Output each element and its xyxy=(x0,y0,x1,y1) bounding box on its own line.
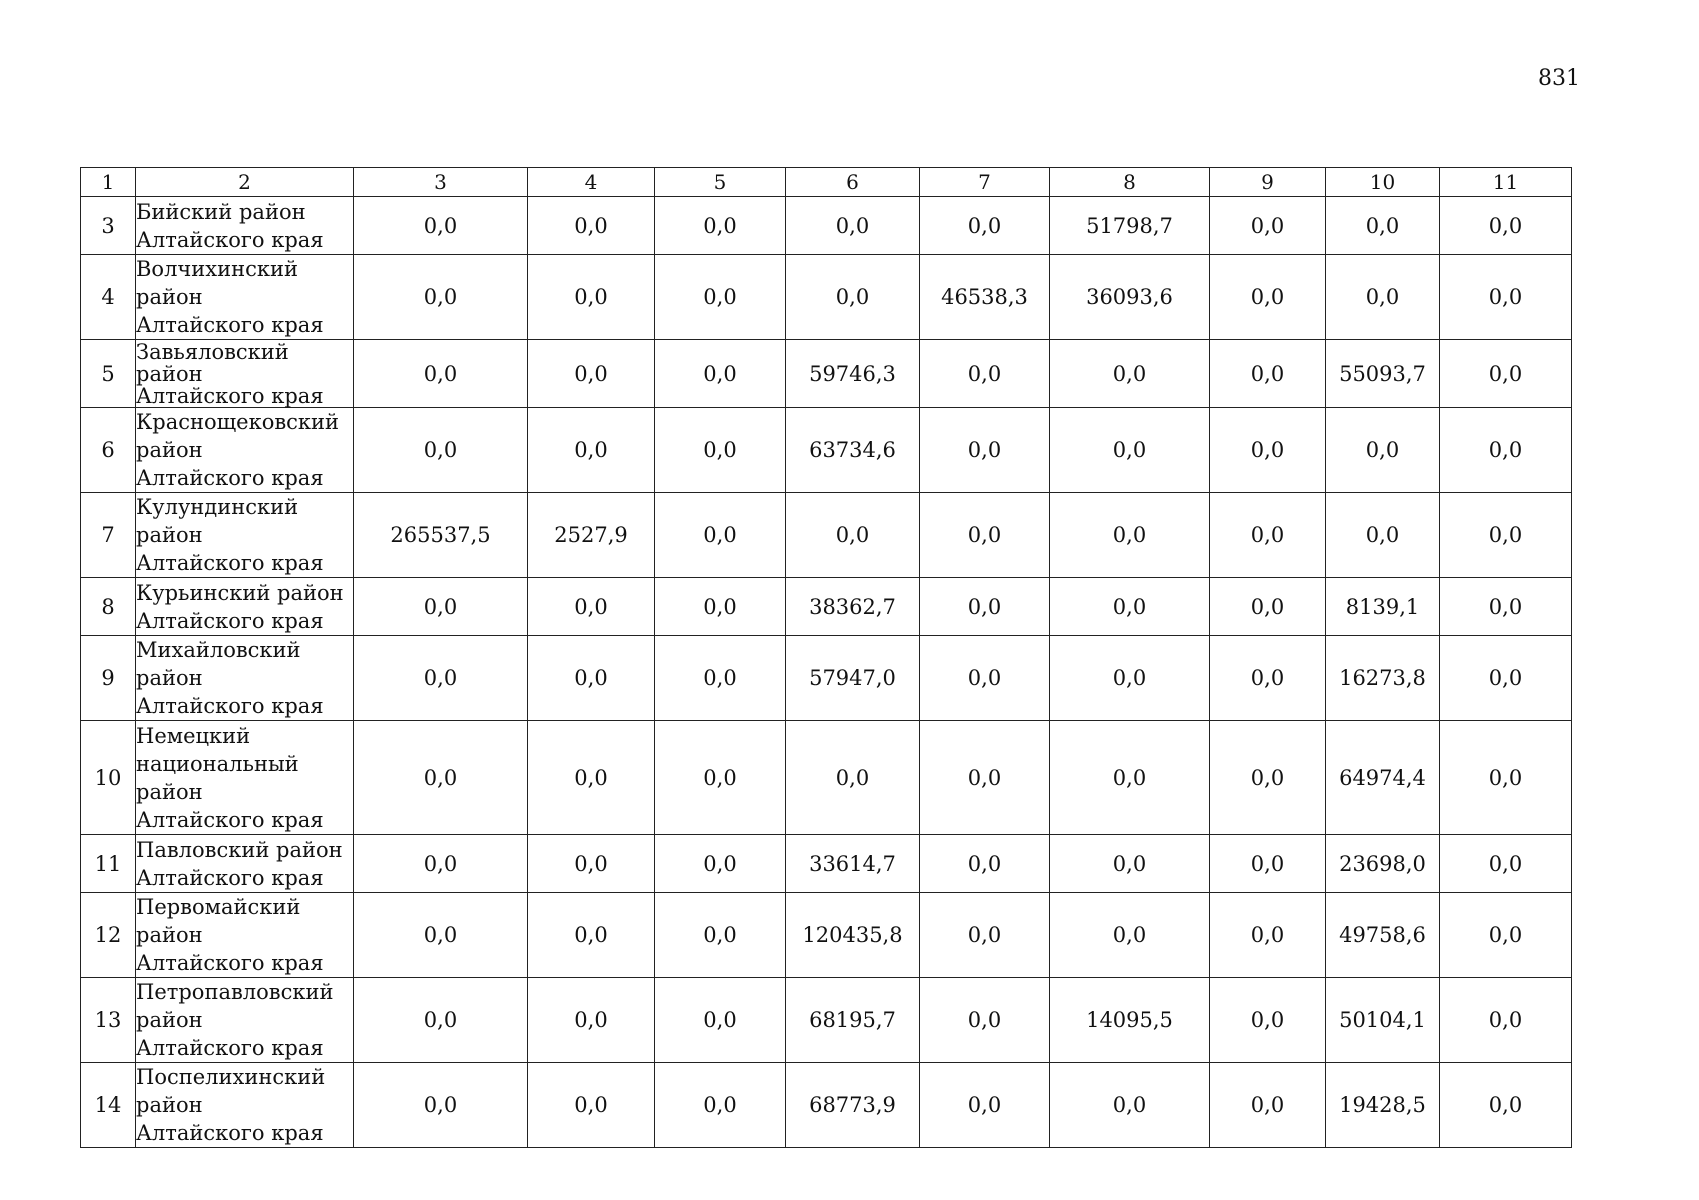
value-cell: 0,0 xyxy=(1440,255,1572,340)
value-cell: 0,0 xyxy=(1050,835,1210,893)
value-cell: 0,0 xyxy=(1050,893,1210,978)
value-cell: 0,0 xyxy=(1050,1063,1210,1148)
value-cell: 0,0 xyxy=(528,1063,655,1148)
value-cell: 0,0 xyxy=(655,493,786,578)
value-cell: 64974,4 xyxy=(1326,721,1440,835)
table-row xyxy=(81,408,1572,493)
row-number-cell: 10 xyxy=(81,721,136,835)
column-header: 1 xyxy=(81,168,136,197)
column-header: 4 xyxy=(528,168,655,197)
value-cell: 0,0 xyxy=(920,978,1050,1063)
value-cell: 0,0 xyxy=(1210,408,1326,493)
value-cell: 0,0 xyxy=(1210,578,1326,636)
value-cell: 0,0 xyxy=(655,721,786,835)
district-name-cell: Михайловский район Алтайского края xyxy=(136,636,354,721)
value-cell: 0,0 xyxy=(354,1063,528,1148)
column-header: 8 xyxy=(1050,168,1210,197)
value-cell: 0,0 xyxy=(354,721,528,835)
value-cell: 46538,3 xyxy=(920,255,1050,340)
value-cell: 0,0 xyxy=(1210,255,1326,340)
value-cell: 0,0 xyxy=(1440,340,1572,408)
value-cell: 49758,6 xyxy=(1326,893,1440,978)
table-body xyxy=(81,197,1572,1148)
value-cell: 0,0 xyxy=(354,340,528,408)
value-cell: 0,0 xyxy=(528,340,655,408)
value-cell: 0,0 xyxy=(786,197,920,255)
value-cell: 0,0 xyxy=(920,893,1050,978)
value-cell: 0,0 xyxy=(655,636,786,721)
district-name-cell: Кулундинский район Алтайского края xyxy=(136,493,354,578)
value-cell: 0,0 xyxy=(1440,197,1572,255)
value-cell: 50104,1 xyxy=(1326,978,1440,1063)
row-number-cell: 14 xyxy=(81,1063,136,1148)
value-cell: 8139,1 xyxy=(1326,578,1440,636)
value-cell: 0,0 xyxy=(1210,835,1326,893)
value-cell: 0,0 xyxy=(1210,721,1326,835)
district-name-cell: Курьинский район Алтайского края xyxy=(136,578,354,636)
value-cell: 0,0 xyxy=(1440,493,1572,578)
column-header: 11 xyxy=(1440,168,1572,197)
value-cell: 120435,8 xyxy=(786,893,920,978)
value-cell: 0,0 xyxy=(1326,197,1440,255)
row-number-cell: 8 xyxy=(81,578,136,636)
value-cell: 0,0 xyxy=(655,893,786,978)
value-cell: 0,0 xyxy=(920,197,1050,255)
column-header: 2 xyxy=(136,168,354,197)
value-cell: 36093,6 xyxy=(1050,255,1210,340)
value-cell: 0,0 xyxy=(528,636,655,721)
value-cell: 0,0 xyxy=(920,493,1050,578)
table-row xyxy=(81,893,1572,978)
value-cell: 0,0 xyxy=(528,197,655,255)
value-cell: 0,0 xyxy=(1440,408,1572,493)
value-cell: 0,0 xyxy=(528,893,655,978)
value-cell: 0,0 xyxy=(655,408,786,493)
value-cell: 0,0 xyxy=(528,721,655,835)
value-cell: 0,0 xyxy=(786,255,920,340)
value-cell: 55093,7 xyxy=(1326,340,1440,408)
value-cell: 0,0 xyxy=(1326,408,1440,493)
value-cell: 0,0 xyxy=(786,721,920,835)
value-cell: 0,0 xyxy=(920,1063,1050,1148)
table-row xyxy=(81,255,1572,340)
row-number-cell: 9 xyxy=(81,636,136,721)
header-row xyxy=(81,168,1572,197)
table-row xyxy=(81,721,1572,835)
value-cell: 0,0 xyxy=(1210,636,1326,721)
value-cell: 68773,9 xyxy=(786,1063,920,1148)
value-cell: 51798,7 xyxy=(1050,197,1210,255)
value-cell: 0,0 xyxy=(354,408,528,493)
value-cell: 0,0 xyxy=(1050,340,1210,408)
row-number-cell: 13 xyxy=(81,978,136,1063)
row-number-cell: 4 xyxy=(81,255,136,340)
value-cell: 0,0 xyxy=(1210,893,1326,978)
value-cell: 0,0 xyxy=(354,835,528,893)
value-cell: 0,0 xyxy=(1440,636,1572,721)
district-name-cell: Немецкий национальный район Алтайского края xyxy=(136,721,354,835)
value-cell: 0,0 xyxy=(1050,636,1210,721)
table-row xyxy=(81,197,1572,255)
row-number-cell: 5 xyxy=(81,340,136,408)
value-cell: 265537,5 xyxy=(354,493,528,578)
data-table xyxy=(80,167,1572,1148)
value-cell: 33614,7 xyxy=(786,835,920,893)
column-header: 7 xyxy=(920,168,1050,197)
row-number-cell: 11 xyxy=(81,835,136,893)
value-cell: 0,0 xyxy=(655,255,786,340)
value-cell: 63734,6 xyxy=(786,408,920,493)
column-header: 10 xyxy=(1326,168,1440,197)
value-cell: 0,0 xyxy=(354,636,528,721)
value-cell: 0,0 xyxy=(528,578,655,636)
value-cell: 0,0 xyxy=(528,835,655,893)
row-number-cell: 7 xyxy=(81,493,136,578)
district-name-cell: Волчихинский район Алтайского края xyxy=(136,255,354,340)
value-cell: 38362,7 xyxy=(786,578,920,636)
value-cell: 2527,9 xyxy=(528,493,655,578)
value-cell: 0,0 xyxy=(1210,197,1326,255)
value-cell: 57947,0 xyxy=(786,636,920,721)
row-number-cell: 12 xyxy=(81,893,136,978)
row-number-cell: 3 xyxy=(81,197,136,255)
value-cell: 0,0 xyxy=(1326,493,1440,578)
value-cell: 19428,5 xyxy=(1326,1063,1440,1148)
value-cell: 0,0 xyxy=(655,1063,786,1148)
value-cell: 14095,5 xyxy=(1050,978,1210,1063)
value-cell: 0,0 xyxy=(1440,893,1572,978)
column-header: 3 xyxy=(354,168,528,197)
value-cell: 0,0 xyxy=(655,835,786,893)
value-cell: 0,0 xyxy=(1210,978,1326,1063)
value-cell: 0,0 xyxy=(354,893,528,978)
value-cell: 0,0 xyxy=(354,255,528,340)
district-name-cell: Петропавловский район Алтайского края xyxy=(136,978,354,1063)
value-cell: 0,0 xyxy=(1440,578,1572,636)
district-name-cell: Павловский район Алтайского края xyxy=(136,835,354,893)
district-name-cell: Краснощековский район Алтайского края xyxy=(136,408,354,493)
column-header: 5 xyxy=(655,168,786,197)
value-cell: 0,0 xyxy=(655,578,786,636)
value-cell: 0,0 xyxy=(1210,340,1326,408)
district-name-cell: Первомайский район Алтайского края xyxy=(136,893,354,978)
value-cell: 23698,0 xyxy=(1326,835,1440,893)
district-name-cell: Завьяловский район Алтайского края xyxy=(136,340,354,408)
value-cell: 0,0 xyxy=(655,340,786,408)
value-cell: 0,0 xyxy=(655,197,786,255)
value-cell: 0,0 xyxy=(1050,578,1210,636)
row-number-cell: 6 xyxy=(81,408,136,493)
value-cell: 68195,7 xyxy=(786,978,920,1063)
value-cell: 0,0 xyxy=(920,721,1050,835)
value-cell: 0,0 xyxy=(354,978,528,1063)
table-row xyxy=(81,340,1572,408)
table-row xyxy=(81,1063,1572,1148)
value-cell: 0,0 xyxy=(1050,493,1210,578)
value-cell: 0,0 xyxy=(786,493,920,578)
value-cell: 0,0 xyxy=(528,408,655,493)
value-cell: 59746,3 xyxy=(786,340,920,408)
value-cell: 0,0 xyxy=(920,578,1050,636)
value-cell: 0,0 xyxy=(1050,408,1210,493)
value-cell: 16273,8 xyxy=(1326,636,1440,721)
table-row xyxy=(81,636,1572,721)
value-cell: 0,0 xyxy=(655,978,786,1063)
table-row xyxy=(81,493,1572,578)
value-cell: 0,0 xyxy=(1050,721,1210,835)
value-cell: 0,0 xyxy=(528,255,655,340)
column-header: 9 xyxy=(1210,168,1326,197)
value-cell: 0,0 xyxy=(1440,721,1572,835)
value-cell: 0,0 xyxy=(354,197,528,255)
district-name-cell: Поспелихинский район Алтайского края xyxy=(136,1063,354,1148)
value-cell: 0,0 xyxy=(920,408,1050,493)
district-name-cell: Бийский район Алтайского края xyxy=(136,197,354,255)
value-cell: 0,0 xyxy=(1210,493,1326,578)
value-cell: 0,0 xyxy=(1440,1063,1572,1148)
value-cell: 0,0 xyxy=(920,636,1050,721)
value-cell: 0,0 xyxy=(1210,1063,1326,1148)
value-cell: 0,0 xyxy=(1440,835,1572,893)
table-row xyxy=(81,835,1572,893)
column-header: 6 xyxy=(786,168,920,197)
value-cell: 0,0 xyxy=(920,340,1050,408)
value-cell: 0,0 xyxy=(1326,255,1440,340)
value-cell: 0,0 xyxy=(920,835,1050,893)
table-row xyxy=(81,978,1572,1063)
page-number: 831 xyxy=(1538,66,1580,91)
table-row xyxy=(81,578,1572,636)
value-cell: 0,0 xyxy=(528,978,655,1063)
value-cell: 0,0 xyxy=(354,578,528,636)
value-cell: 0,0 xyxy=(1440,978,1572,1063)
